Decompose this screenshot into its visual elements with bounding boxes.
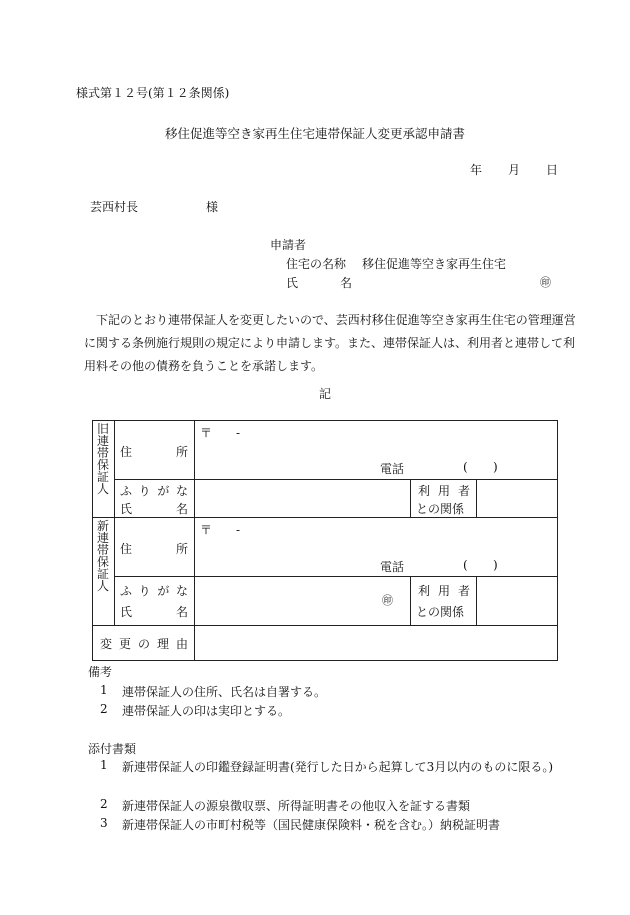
label-char: 所 — [175, 445, 188, 459]
label-char: ふ — [120, 584, 133, 598]
label-char: 由 — [175, 637, 188, 651]
label-char: の — [137, 637, 150, 651]
old-phone-paren-close: ) — [493, 460, 498, 474]
label-char: な — [175, 484, 188, 498]
date-line — [0, 161, 630, 177]
old-name-label — [120, 500, 188, 517]
new-phone-paren-open: ( — [463, 558, 468, 572]
label-char: り — [138, 484, 151, 498]
label-char: 利 — [418, 484, 431, 498]
name-label-char: 氏 — [286, 276, 299, 290]
new-relation-label-line2: との関係 — [416, 605, 465, 619]
date-day: 日 — [546, 163, 559, 177]
label-char: 理 — [156, 637, 169, 651]
name-label-char: 名 — [339, 276, 352, 290]
house-name-label: 住宅の名称 — [286, 257, 347, 271]
form-number: 様式第１２号(第１２条関係) — [76, 86, 230, 100]
label-char: 者 — [457, 584, 470, 598]
old-relation-label-line2: との関係 — [416, 502, 465, 516]
label-char: り — [138, 584, 151, 598]
old-phone-label: 電話 — [380, 462, 405, 476]
new-guarantor-heading: 新連帯保証人 — [96, 519, 109, 593]
new-guarantor-seal-mark: ㊞ — [382, 594, 393, 607]
attachment-number: 3 — [100, 816, 108, 830]
note-text: 連帯保証人の印は実印とする。 — [122, 704, 291, 718]
label-char: 利 — [418, 584, 431, 598]
label-char: 変 — [100, 637, 113, 651]
label-char: 住 — [120, 542, 133, 556]
addressee: 芸西村長 — [90, 200, 139, 214]
addressee-honorific: 様 — [206, 200, 219, 214]
new-phone-paren-close: ) — [493, 558, 498, 572]
label-char: 氏 — [120, 605, 133, 619]
attachment-text: 新連帯保証人の市町村税等（国民健康保険料・税を含む。）納税証明書 — [122, 818, 501, 832]
label-char: 者 — [457, 484, 470, 498]
label-char: 氏 — [120, 502, 133, 516]
old-guarantor-heading: 旧連帯保証人 — [96, 422, 109, 496]
old-relation-label — [418, 482, 470, 499]
label-char: が — [157, 484, 170, 498]
new-address-label — [120, 540, 188, 557]
old-address-label — [120, 443, 188, 460]
date-year: 年 — [470, 163, 483, 177]
attachment-text: 新連帯保証人の印鑑登録証明書(発行した日から起算して3月以内のものに限る。) — [122, 760, 554, 774]
new-relation-label — [418, 582, 470, 599]
label-char: 用 — [437, 584, 450, 598]
applicant-name-label — [286, 274, 352, 291]
change-reason-label — [100, 635, 188, 652]
label-char: ふ — [120, 484, 133, 498]
new-name-label — [120, 603, 188, 620]
attachments-title: 添付書類 — [88, 742, 137, 756]
label-char: 更 — [118, 637, 131, 651]
note-number: 1 — [100, 683, 108, 697]
attachment-number: 2 — [100, 797, 108, 811]
label-char: な — [175, 584, 188, 598]
applicant-seal-mark: ㊞ — [540, 276, 551, 289]
ki-heading: 記 — [319, 387, 332, 401]
label-char: 用 — [437, 484, 450, 498]
body-paragraph: 下記のとおり連帯保証人を変更したいので、芸西村移住促進等空き家再生住宅の管理運営に関する条例施行規則の規定により申請します。また、連帯保証人は、利用者と連帯して利用料その他の債務を負うことを承諾します。 — [84, 313, 576, 373]
old-furigana-label — [120, 482, 188, 499]
label-char: 名 — [175, 605, 188, 619]
label-char: 所 — [175, 542, 188, 556]
notes-title: 備考 — [88, 665, 113, 679]
new-furigana-label — [120, 582, 188, 599]
attachment-text: 新連帯保証人の源泉徴収票、所得証明書その他収入を証する書類 — [122, 799, 471, 813]
guarantor-table — [92, 420, 557, 660]
new-postal-mark: 〒 - — [200, 523, 241, 537]
document-title: 移住促進等空き家再生住宅連帯保証人変更承認申請書 — [164, 126, 465, 141]
note-number: 2 — [100, 702, 108, 716]
old-postal-mark: 〒 - — [200, 426, 241, 440]
label-char: が — [157, 584, 170, 598]
date-month: 月 — [508, 163, 521, 177]
label-char: 名 — [175, 502, 188, 516]
house-name-value: 移住促進等空き家再生住宅 — [362, 257, 507, 271]
attachment-number: 1 — [100, 758, 108, 772]
label-char: 住 — [120, 445, 133, 459]
applicant-label: 申請者 — [270, 238, 307, 252]
new-phone-label: 電話 — [380, 560, 405, 574]
old-phone-paren-open: ( — [463, 460, 468, 474]
note-text: 連帯保証人の住所、氏名は自署する。 — [122, 685, 327, 699]
